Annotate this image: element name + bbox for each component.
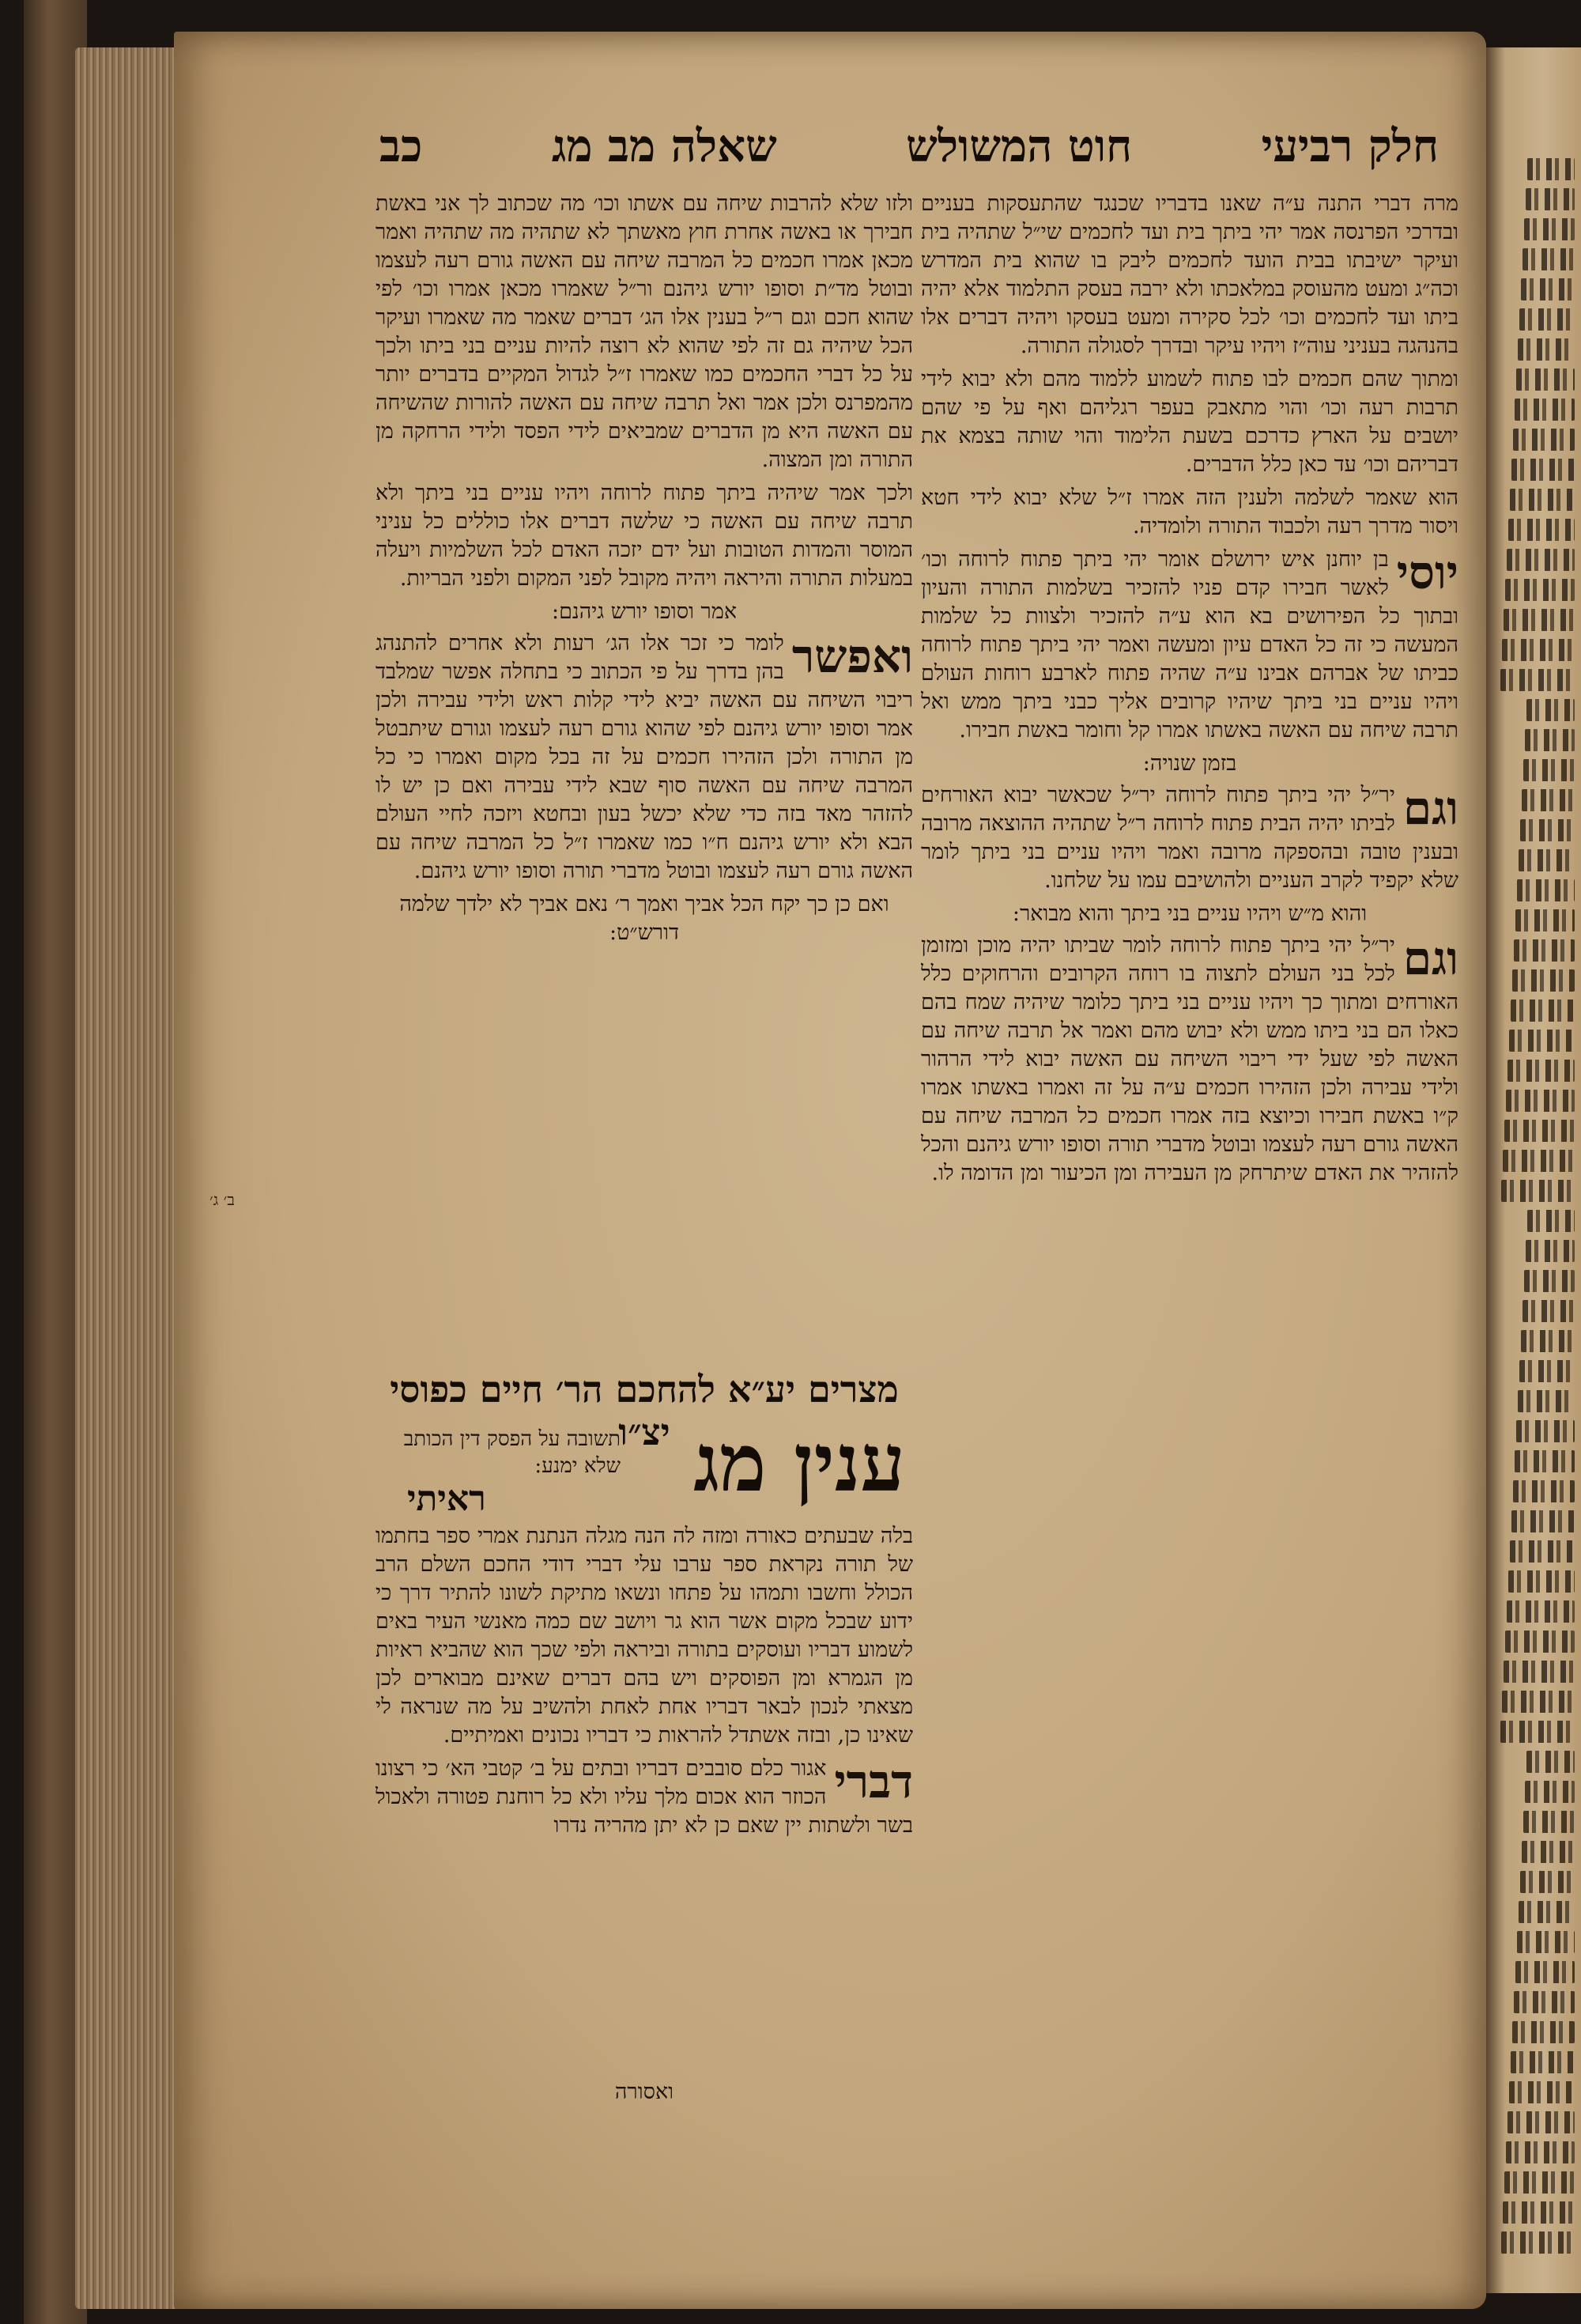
- paragraph: ולכך אמר שיהיה ביתך פתוח לרוחה ויהיו עניים בני ביתך ולא תרבה שיחה עם האשה כי שלשה דברים אלו כוללים כל עניני המוסר והמדות הטובות ועל ידם יזכה האדם לכל השלמיות ויעלה במעלות התורה והיראה ויהיה מקובל לפני המקום ולפני הבריות.: [375, 481, 913, 591]
- initial-word: וגם: [1402, 931, 1458, 985]
- facing-page-text-fragment: [1523, 248, 1575, 270]
- facing-page-text-fragment: [1515, 909, 1575, 931]
- siman-block: [375, 1416, 913, 1519]
- header-part: חלק רביעי: [1261, 120, 1439, 172]
- responsum-body: בלה שבעתים כאורה ומזה לה הנה מגלה הנתנת אמרי ספר בחתמו של תורה נקראת ספר ערבו עלי דברי דודי החכם השלם הרב הכולל וחשבו ותמהו על פתחו ונשאו מתיקת לשונו להתיר דרך כי ידוע שבכל מקום אשר הוא גר ויושב שם כמה מאנשי העיר באים לשמוע דבריו ועוסקים בתורה וביראה ולפי שכך הוא שהביא ראיות מן הגמרא ומן הפוסקים ויש בהם דברים שאינם מבוארים לכן מצאתי לנכון לבאר דבריו אחת לאחת ולהשיב על מה שנראה לי שאינו כן, ובזה אשתדל להראות כי דבריו נכונים ואמיתיים.: [375, 1524, 913, 1748]
- facing-page-text-fragment: [1501, 2231, 1575, 2254]
- facing-page-text-fragment: [1506, 2141, 1575, 2163]
- facing-page-text-fragment: [1503, 2201, 1575, 2224]
- section-end: והוא מ״ש ויהיו עניים בני ביתך והוא מבואר:: [1012, 901, 1368, 926]
- facing-page-text-fragment: [1504, 2171, 1575, 2194]
- siman-opening-word: ראיתי: [407, 1479, 486, 1519]
- facing-page-text-fragment: [1504, 1120, 1575, 1142]
- facing-page-text-fragment: [1527, 1210, 1575, 1232]
- facing-page-text-fragment: [1509, 2081, 1575, 2103]
- facing-page-text-fragment: [1519, 1360, 1575, 1382]
- facing-page-text-fragment: [1506, 1090, 1575, 1112]
- facing-page-text-fragment: [1502, 1691, 1575, 1713]
- facing-page-text-fragment: [1502, 639, 1575, 661]
- facing-page-text-fragment: [1515, 1961, 1575, 1983]
- facing-page-text-fragment: [1503, 1150, 1575, 1172]
- facing-page-text-fragment: [1515, 1450, 1575, 1472]
- facing-page-text-fragment: [1514, 1991, 1575, 2013]
- facing-page-text-fragment: [1500, 1721, 1575, 1743]
- paragraph: ומתוך שהם חכמים לבו פתוח לשמוע ללמוד מהם ולא יבוא לידי תרבות רעה וכו׳ והוי מתאבק בעפר רגליהם ואף על פי שהם יושבים על הארץ כדרכם בשעת הלימוד והוי שותה בצמא את דבריהם וכו׳ עד כאן כלל הדברים.: [921, 367, 1458, 477]
- siman-title: ענין מג: [693, 1416, 905, 1510]
- facing-page-text-fragment: [1507, 2111, 1575, 2133]
- facing-page-text-fragment: [1523, 1300, 1575, 1322]
- facing-page-text-fragment: [1510, 489, 1575, 511]
- facing-page-text-fragment: [1507, 1060, 1575, 1082]
- catchword: ואסורה: [614, 2080, 674, 2104]
- facing-page-text-fragment: [1516, 368, 1575, 391]
- facing-page-text-fragment: [1512, 969, 1575, 992]
- page-stack-edge: [75, 47, 178, 2309]
- facing-page-text-fragment: [1505, 1631, 1575, 1653]
- facing-page-text-fragment: [1526, 1751, 1575, 1773]
- responsum-body-column: [375, 1522, 913, 2092]
- facing-page-text-fragment: [1504, 1661, 1575, 1683]
- signoff-text: אגור כלם סובבים דבריו ובתים על ב׳ קטבי הא׳ כי רצונו הכוזר הוא אכום מלך עליו ולא כל רוחנת פטורה ולאכול בשר ולשתות יין שאם כן לא יתן מהריה נדרו: [375, 1756, 913, 1838]
- initial-word: וגם: [1402, 781, 1458, 835]
- section-end: בזמן שנויה:: [1142, 751, 1237, 776]
- facing-page-text-fragment: [1512, 2021, 1575, 2043]
- facing-page-text-fragment: [1509, 1030, 1575, 1052]
- facing-page-text-fragment: [1511, 1000, 1575, 1022]
- facing-page-text-fragment: [1517, 1931, 1575, 1953]
- facing-page-text-fragment: [1500, 669, 1575, 691]
- facing-page-text-fragment: [1507, 1600, 1575, 1623]
- facing-page-text-fragment: [1511, 1510, 1575, 1532]
- right-text-column: [921, 190, 1458, 2159]
- section-end: אמר וסופו יורש גיהנם:: [551, 599, 738, 624]
- facing-page-text-fragment: [1523, 759, 1575, 781]
- facing-page-text-fragment: [1520, 819, 1575, 841]
- facing-page-text-fragment: [1505, 579, 1575, 601]
- facing-page-text-fragment: [1522, 789, 1575, 811]
- facing-page-header-fragment: [1510, 103, 1573, 138]
- facing-page-text-fragment: [1526, 1240, 1575, 1262]
- facing-page-text-fragment: [1523, 1811, 1575, 1833]
- facing-page-text-fragment: [1521, 278, 1575, 300]
- facing-page-text-fragment: [1525, 1781, 1575, 1803]
- paragraph: מרה דברי התנה ע״ה שאנו בדבריו שכנגד שהתעסקות בעניים ובדרכי הפרנסה אמר יהי ביתך בית ועד לחכמים שי״ל שתהיה בית ועיקר ישיבתו בבית הועד לחכמים ליבק בו שהוא בית המדרש וכה״ג ומעט מהעוסק במלאכתו ולא ירבה בעסק התלמוד אלא יהיה ביתו ועד לחכמים וכו׳ לכל סקירה ומעט בעסקו ויהיה דברים אלו בהנהגה בעניני עוה״ז ויהיו עיקר ובדרך לסגולה התורה.: [921, 191, 1458, 358]
- facing-page-edge: [1486, 47, 1581, 2293]
- responsum-signoff: [375, 1755, 913, 1840]
- facing-page-text-fragment: [1519, 1901, 1575, 1923]
- facing-page-text-fragment: [1501, 1180, 1575, 1202]
- facing-page-text-fragment: [1518, 1390, 1575, 1412]
- header-folio: כב: [379, 120, 423, 172]
- facing-page-text-fragment: [1521, 1330, 1575, 1352]
- facing-page-text-fragment: [1511, 459, 1575, 481]
- facing-page-text-fragment: [1511, 2051, 1575, 2073]
- running-header: [379, 119, 1439, 174]
- facing-page-text-fragment: [1517, 879, 1575, 901]
- facing-page-text-fragment: [1514, 939, 1575, 962]
- facing-page-text-fragment: [1510, 1540, 1575, 1563]
- facing-page-text-fragment: [1524, 218, 1575, 240]
- initial-word: יוסי: [1396, 546, 1458, 599]
- section-vegam-2: [921, 931, 1458, 1188]
- facing-page-text-fragment: [1519, 308, 1575, 331]
- siman-subtitle: תשובה על הפסק דין הכותב שלא ימנע:: [403, 1427, 621, 1478]
- paragraph: ולזו שלא להרבות שיחה עם אשתו וכו׳ מה שכתוב לך אני באשת חבירך או באשה אחרת חוץ מאשתך לא שתהיה מה שתהיה ואמר מכאן אמרו חכמים כל המרבה שיחה עם האשה גורם רעה לעצמו ובוטל מד״ת וסופו יורש גיהנם ור״ל שאמרו מכאן אמרו וכו׳ לפי שהוא חכם וגם ר״ל בענין אלו הג׳ דברים שאמר מה שאמרו ועיקר הכל שיהיה גם זה לפי שהוא לא רוצה להיות עניים בני ביתו ולכך על כל דברי החכמים כמו שאמרו ז״ל לגדול המקיים בדברים יותר מהמפרנס ולכן אמר ואל תרבה שיחה עם האשה להורות שהשיחה עם האשה היא מן הדברים שמביאים לידי הפסד ולידי הרחקה מן התורה ומן המצוה.: [375, 191, 913, 472]
- section-vegam-1: [921, 781, 1458, 895]
- section-text: יר״ל יהי ביתך פתוח לרוחה יר״ל שכאשר יבוא האורחים לביתו יהיה הבית פתוח לרוחה ר״ל שתהיה ההוצאה מרובה ובענין טובה ובהספקה מרובה ואמר ויהיו עניים בני ביתך לומר שלא יקפיד לקרב העניים ולהושיבם עמו על שלחנו.: [921, 783, 1458, 893]
- facing-page-text-fragment: [1519, 849, 1575, 871]
- responsum-heading: מצרים יע״א להחכם הר׳ חיים כפוסי יצ״ו: [390, 1368, 899, 1453]
- section-text: בן יוחנן איש ירושלם אומר יהי ביתך פתוח לרוחה וכו׳ לאשר חבירו קדם פניו להזכיר בשלמות התורה והעיון ובתוך כל הפירושים בא הוא ע״ה להזכיר ולצוות כל שלמות המעשה כי זה כל האדם עיון ומעשה ואמר יהי ביתך פתוח לרוחה כביתו של אברהם אבינו ע״ה שהיה פתוח לארבע רוחות העולם ויהיו עניים בני ביתך שיהיו קרובים אליך כבני ביתך ממש ואל תרבה שיחה עם האשה באשתו אמרו קל וחומר באשת חבירו.: [921, 547, 1458, 743]
- facing-page-text-fragment: [1513, 1480, 1575, 1502]
- section-text: לומר כי זכר אלו הג׳ רעות ולא אחרים להתנהג בהן בדרך על פי הכתוב כי בתחלה אפשר שמלבד ריבוי השיחה עם האשה יביא לידי קלות ראש ולידי עבירה ולכן אמר וסופו יורש גיהנם לפי שהוא גורם רעה לעצמו וגורם שיתבטל מן התורה ולכן הזהירו חכמים על זה בכל מקום ואמרו כי כל המרבה שיחה עם האשה סוף שבא לידי עבירה ואם כן יש לו להזהר מאד בזה כדי שלא יכשל בעון ובחטא ויזכה לחיי העולם הבא ולא יורש גיהנם ח״ו כמו שאמרו ז״ל כל המרבה שיחה עם האשה גורם רעה לעצמו ובוטל מדברי תורה וסופו יורש גיהנם.: [375, 631, 913, 883]
- facing-page-text-fragment: [1526, 188, 1575, 210]
- paragraph: הוא שאמר לשלמה ולענין הזה אמרו ז״ל שלא יבוא לידי חטא ויסור מדרך רעה ולכבוד התורה ולומדיה.: [921, 486, 1458, 538]
- facing-page-text-fragment: [1527, 158, 1575, 180]
- closing-line: ואם כן כך יקח הכל אביך ואמך ר׳ נאם אביך לא ילדך שלמה דורש״ט:: [399, 892, 889, 945]
- facing-page-text-fragment: [1526, 699, 1575, 721]
- facing-page-text-fragment: [1524, 1270, 1575, 1292]
- margin-mark: ב׳ ג׳: [209, 1190, 235, 1209]
- facing-page-text-fragment: [1525, 729, 1575, 751]
- header-book: חוט המשולש: [906, 120, 1133, 172]
- initial-word: ואפשר: [791, 629, 913, 683]
- section-text: יר״ל יהי ביתך פתוח לרוחה לומר שביתו יהיה מוכן ומזומן לכל בני העולם לתצוה בו רוחה הקרובים והרחוקים כלל האורחים ומתוך כך ויהיו עניים בני ביתך כלומר שיהיה שמח בהם כאלו הם בני ביתו ממש ולא יבוש מהם ואמר אל תרבה שיחה עם האשה לפי שעל ידי ריבוי השיחה עם האשה יבוא לידי הרהור ולידי עבירה ולכן הזהירו חכמים ע״ה על זה ואמרו באשתו אמרו ק״ו באשת חבירו וכיוצא בזה אמרו חכמים כל המרבה שיחה עם האשה גורם רעה לעצמו ובוטל מדברי תורה וסופו יורש גיהנם והכל להזהיר את האדם שיתרחק מן העבירה ומן הכיעור ומן הדומה לו.: [921, 933, 1458, 1185]
- header-question: שאלה מב מג: [551, 120, 777, 172]
- facing-page-text-fragment: [1508, 519, 1575, 541]
- initial-word: דברי: [834, 1755, 913, 1808]
- section-yosi: [921, 546, 1458, 745]
- facing-page-text-fragment: [1508, 1570, 1575, 1593]
- facing-page-text-fragment: [1520, 1871, 1575, 1893]
- section-veefshar: [375, 629, 913, 886]
- facing-page-text-fragment: [1522, 1841, 1575, 1863]
- facing-page-text-fragment: [1507, 549, 1575, 571]
- facing-page-text-fragment: [1518, 338, 1575, 361]
- facing-page-text-fragment: [1515, 399, 1575, 421]
- facing-page-text-fragment: [1504, 609, 1575, 631]
- facing-page-text-fragment: [1513, 429, 1575, 451]
- left-text-column: [375, 190, 913, 1360]
- facing-page-text-fragment: [1516, 1420, 1575, 1442]
